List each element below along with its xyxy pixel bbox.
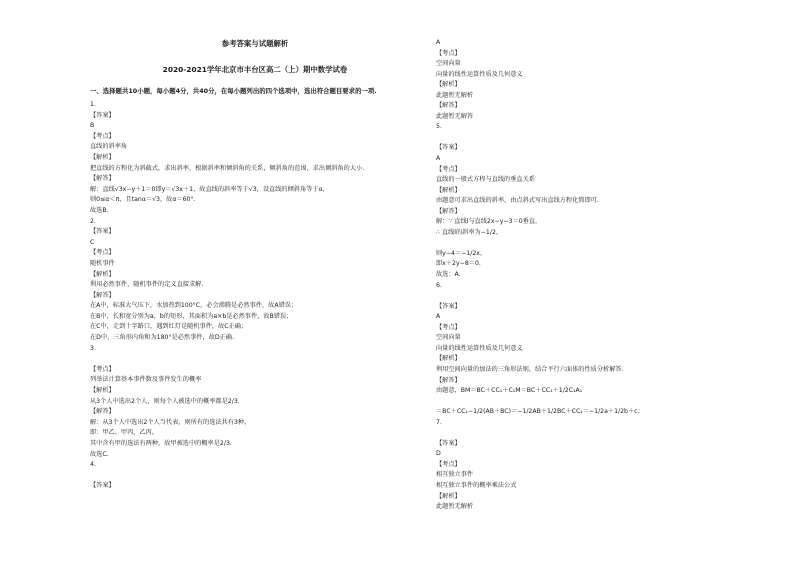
text-line: 4. <box>90 461 96 469</box>
text-line: 故选：A. <box>436 271 461 279</box>
text-line: ∴ 直线l的斜率为−1/2， <box>436 228 503 236</box>
text-line: 随机事件 <box>90 259 115 267</box>
text-line: 【考点】 <box>436 460 461 468</box>
text-line: 相互独立事件 <box>436 471 474 479</box>
text-line: 【解析】 <box>436 492 461 500</box>
text-line: A <box>436 313 441 321</box>
text-line: 其中含有甲的选法有两种，故甲被选中的概率是2/3. <box>90 440 232 447</box>
text-line <box>436 291 736 302</box>
text-line: 解：∵ 直线l与直线2x−y−3＝0垂直， <box>436 218 542 226</box>
text-line: 把直线的方程化为斜截式，求出斜率，根据斜率和倾斜角的关系，倾斜角的范围，求出倾斜角的大小. <box>90 164 365 172</box>
text-line: 利用空间向量的加法的三角形法则，结合平行六面体的性质分析解答. <box>436 365 624 373</box>
text-line: D <box>436 450 441 458</box>
text-line: 从3个人中选出2个人，则每个人被选中的概率都是2/3. <box>90 397 240 405</box>
text-line: 列举法计算基本事件数及事件发生的概率 <box>90 376 202 384</box>
text-line <box>436 238 736 249</box>
text-line: 在D中，三角形内角和为180°是必然事件，故D正确. <box>90 334 234 342</box>
section-heading: 一、选择题共10小题，每小题4分，共40分，在每小题列出的四个选项中，选出符合题目要求的一项. <box>90 87 377 95</box>
text-line: 直线的斜率角 <box>90 143 128 151</box>
text-line: 【答案】 <box>436 439 461 447</box>
text-line: 【答案】 <box>436 302 461 310</box>
text-line: 向量的线性运算性质及几何意义 <box>436 344 523 352</box>
text-line: 相互独立事件的概率乘法公式 <box>436 481 517 489</box>
text-line: 由题意，BM＝BC＋CC₁＋C₁M＝BC＋CC₁＋1/2C₁A₁ <box>436 387 583 395</box>
text-line: 直线的一般式方程与直线的垂直关系 <box>436 176 535 184</box>
text-line: 此题暂无解析 <box>436 503 474 511</box>
text-line: 【解答】 <box>436 207 461 215</box>
text-line: 【考点】 <box>90 365 115 373</box>
text-line: 【考点】 <box>90 249 115 257</box>
text-line: 【考点】 <box>90 132 115 140</box>
text-line <box>436 397 736 408</box>
text-line: 解：直线√3x−y＋1＝0即y＝√3x＋1，故直线的斜率等于√3，设直线的倾斜角等于α， <box>90 185 329 193</box>
text-line: 【答案】 <box>90 228 115 236</box>
text-line: 由题意可求出直线的斜率，由点斜式写出直线方程化简即可. <box>436 197 599 205</box>
text-line: 3. <box>90 344 96 352</box>
text-line: 【考点】 <box>436 165 461 173</box>
document-title: 参考答案与试题解析 <box>221 39 289 48</box>
text-line: 则0≤α＜π，且tanα＝√3，故α＝60°. <box>90 196 196 204</box>
text-line: 【答案】 <box>90 111 115 119</box>
text-line: 【解析】 <box>90 153 115 161</box>
text-line: 【解析】 <box>90 387 115 395</box>
text-line: 则y−4＝−1/2x， <box>436 249 487 257</box>
text-line: 【考点】 <box>436 323 461 331</box>
text-line: 2. <box>90 217 96 225</box>
text-line: 6. <box>436 281 442 289</box>
text-line: 空间向量 <box>436 60 461 68</box>
text-line: 【答案】 <box>90 482 115 490</box>
right-column <box>436 38 736 513</box>
left-column <box>90 100 420 492</box>
text-line: 在B中，长和宽分别为a，b的矩形，其面积为a×b是必然事件，故B错误； <box>90 312 293 320</box>
text-line: 向量的线性运算性质及几何意义 <box>436 70 523 78</box>
text-line: 在C中，走到十字路口，遇到红灯是随机事件，故C正确； <box>90 323 248 331</box>
text-line <box>436 428 736 439</box>
text-line <box>436 133 736 144</box>
text-line: 空间向量 <box>436 334 461 342</box>
text-line: 【解答】 <box>436 102 461 110</box>
text-line: 【解答】 <box>90 175 115 183</box>
text-line: 【答案】 <box>436 144 461 152</box>
text-line: C <box>90 238 95 246</box>
text-line: 此题暂无解析 <box>436 91 474 99</box>
text-line: 故选B. <box>90 206 109 214</box>
text-line <box>90 471 420 482</box>
text-line: 此题暂无解答 <box>436 112 474 120</box>
text-line: 故选C. <box>90 450 109 458</box>
exam-subtitle: 2020-2021学年北京市丰台区高二（上）期中数学试卷 <box>162 65 348 74</box>
text-line: 即：甲乙、甲丙、乙丙， <box>90 429 159 437</box>
text-line: A <box>436 39 441 46</box>
text-line: 【解析】 <box>436 355 461 363</box>
text-line: 【考点】 <box>436 49 461 57</box>
text-line: 【解答】 <box>436 376 461 384</box>
text-line: 【解答】 <box>90 408 115 416</box>
text-line: B <box>90 122 95 130</box>
text-line: 【解析】 <box>90 270 115 278</box>
text-line: 【解析】 <box>436 186 461 194</box>
text-line: 解：从3个人中选出2个人当代表，则所有的选法共有3种， <box>90 418 251 426</box>
text-line: ＝BC＋CC₁−1/2(AB＋BC)＝−1/2AB＋1/2BC＋CC₁＝−1/2a＋1/2b＋c； <box>436 408 644 416</box>
text-line: 即x＋2y−8＝0. <box>436 260 481 268</box>
text-line: 在A中，标准大气压下，水加热到100°C，必会沸腾是必然事件，故A错误； <box>90 302 298 310</box>
text-line: A <box>436 155 441 163</box>
text-line: 5. <box>436 123 442 131</box>
text-line: 【解析】 <box>436 81 461 89</box>
text-line: 7. <box>436 418 442 426</box>
text-line <box>90 354 420 365</box>
text-line: 【解答】 <box>90 291 115 299</box>
text-line: 利用必然事件、随机事件的定义直接求解. <box>90 281 204 289</box>
text-line: 1. <box>90 101 96 108</box>
